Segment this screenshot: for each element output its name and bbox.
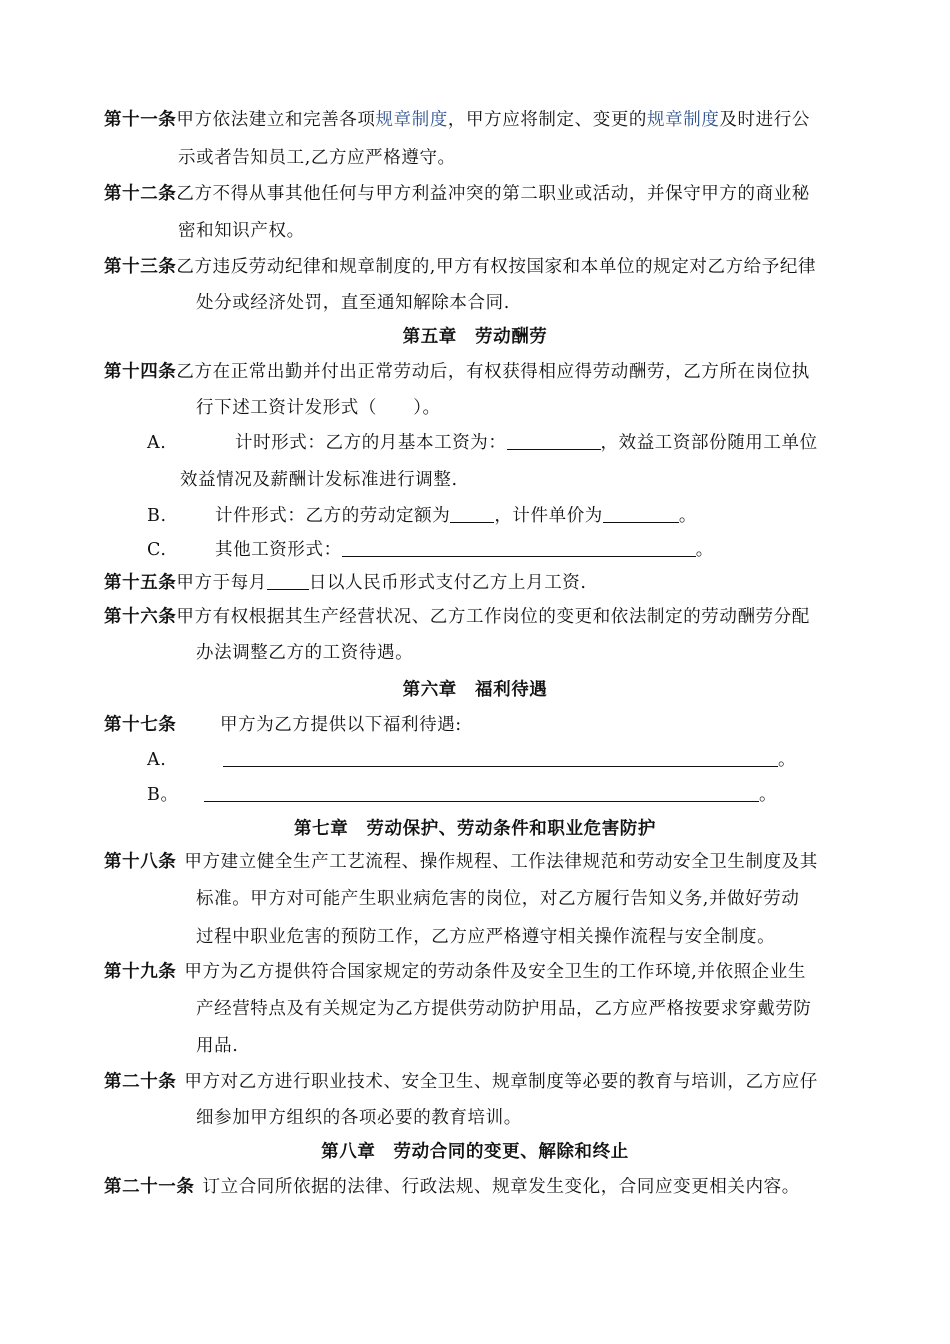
article-17	[104, 713, 462, 737]
labor-quota-blank[interactable]	[450, 504, 494, 523]
article-text: 乙方违反劳动纪律和规章制度的,甲方有权按国家和本单位的规定对乙方给予纪律	[176, 257, 817, 277]
chapter-6-heading: 第六章 福利待遇	[402, 680, 548, 700]
article-12	[104, 182, 810, 206]
article-15	[104, 571, 587, 595]
piece-rate-blank[interactable]	[603, 504, 679, 523]
option-c-other-wage	[147, 538, 714, 562]
option-text: ，效益工资部份随用工单位	[600, 433, 818, 453]
option-a-continuation: 效益情况及薪酬计发标准进行调整.	[180, 470, 458, 490]
article-number: 第十四条	[104, 362, 177, 382]
option-text: 计件形式：乙方的劳动定额为	[215, 506, 451, 526]
article-text: 甲方对乙方进行职业技术、安全卫生、规章制度等必要的教育与培训，乙方应仔	[184, 1072, 818, 1092]
option-a-time-wage	[147, 431, 818, 455]
option-text: 其他工资形式：	[215, 540, 342, 560]
option-label: B。	[147, 785, 179, 805]
option-b-piece-wage	[147, 504, 697, 528]
pay-day-blank[interactable]	[267, 571, 309, 590]
article-11	[104, 108, 810, 132]
article-21	[104, 1175, 800, 1199]
article-number: 第十三条	[104, 257, 177, 277]
article-number: 第十一条	[104, 110, 177, 130]
rules-link[interactable]: 规章制度	[647, 110, 720, 130]
article-text: 甲方依法建立和完善各项	[176, 110, 376, 130]
article-19-continuation: 用品.	[196, 1036, 239, 1056]
article-text: 日以人民币形式支付乙方上月工资.	[308, 573, 587, 593]
article-12-continuation: 密和知识产权。	[178, 221, 305, 241]
article-13	[104, 255, 816, 279]
article-20	[104, 1070, 818, 1094]
article-number: 第二十一条	[104, 1177, 195, 1197]
rules-link[interactable]: 规章制度	[375, 110, 448, 130]
option-text: 。	[678, 506, 698, 526]
article-13-continuation: 处分或经济处罚，直至通知解除本合同.	[196, 293, 510, 313]
option-text: 。	[759, 785, 778, 805]
article-text: 甲方为乙方提供以下福利待遇:	[220, 715, 462, 735]
article-text: 甲方于每月	[176, 573, 267, 593]
article-text: 乙方不得从事其他任何与甲方利益冲突的第二职业或活动，并保守甲方的商业秘	[176, 184, 810, 204]
article-16-continuation: 办法调整乙方的工资待遇。	[196, 643, 414, 663]
chapter-5-heading: 第五章 劳动酬劳	[402, 327, 548, 347]
article-18	[104, 850, 818, 874]
chapter-7-heading: 第七章 劳动保护、劳动条件和职业危害防护	[294, 819, 656, 839]
article-text: 订立合同所依据的法律、行政法规、规章发生变化，合同应变更相关内容。	[202, 1177, 800, 1197]
benefit-option-b	[147, 783, 777, 807]
monthly-wage-blank[interactable]	[507, 431, 601, 450]
article-text: 及时进行公	[719, 110, 810, 130]
article-14	[104, 360, 810, 384]
article-number: 第十五条	[104, 573, 177, 593]
article-text: 甲方为乙方提供符合国家规定的劳动条件及安全卫生的工作环境,并依照企业生	[184, 962, 806, 982]
article-20-continuation: 细参加甲方组织的各项必要的教育培训。	[196, 1108, 522, 1128]
option-label: C.	[147, 540, 167, 560]
other-wage-blank[interactable]	[342, 538, 696, 557]
article-number: 第十二条	[104, 184, 177, 204]
article-number: 第十八条	[104, 852, 177, 872]
benefit-option-a	[147, 748, 796, 772]
benefit-a-blank[interactable]	[223, 748, 778, 767]
option-text: 。	[695, 540, 714, 560]
article-text: 甲方建立健全生产工艺流程、操作规程、工作法律规范和劳动安全卫生制度及其	[184, 852, 818, 872]
article-19	[104, 960, 806, 984]
article-number: 第二十条	[104, 1072, 177, 1092]
article-18-continuation: 过程中职业危害的预防工作，乙方应严格遵守相关操作流程与安全制度。	[196, 927, 776, 947]
option-label: A.	[147, 750, 167, 770]
option-text: 计时形式：乙方的月基本工资为：	[235, 433, 507, 453]
article-text: 乙方在正常出勤并付出正常劳动后，有权获得相应得劳动酬劳，乙方所在岗位执	[176, 362, 810, 382]
option-text: 。	[778, 750, 797, 770]
article-16	[104, 605, 810, 629]
chapter-8-heading: 第八章 劳动合同的变更、解除和终止	[321, 1142, 629, 1162]
article-18-continuation: 标准。甲方对可能产生职业病危害的岗位，对乙方履行告知义务,并做好劳动	[196, 889, 800, 909]
article-14-continuation: 行下述工资计发形式（ ）。	[196, 398, 441, 418]
article-11-continuation: 示或者告知员工,乙方应严格遵守。	[178, 148, 456, 168]
article-text: ，甲方应将制定、变更的	[447, 110, 648, 130]
article-19-continuation: 产经营特点及有关规定为乙方提供劳动防护用品，乙方应严格按要求穿戴劳防	[196, 999, 812, 1019]
option-text: ，计件单价为	[494, 506, 603, 526]
article-text: 甲方有权根据其生产经营状况、乙方工作岗位的变更和依法制定的劳动酬劳分配	[176, 607, 810, 627]
article-number: 第十六条	[104, 607, 177, 627]
option-label: A.	[147, 433, 167, 453]
benefit-b-blank[interactable]	[204, 783, 759, 802]
article-number: 第十九条	[104, 962, 177, 982]
article-number: 第十七条	[104, 715, 177, 735]
option-label: B.	[147, 506, 167, 526]
